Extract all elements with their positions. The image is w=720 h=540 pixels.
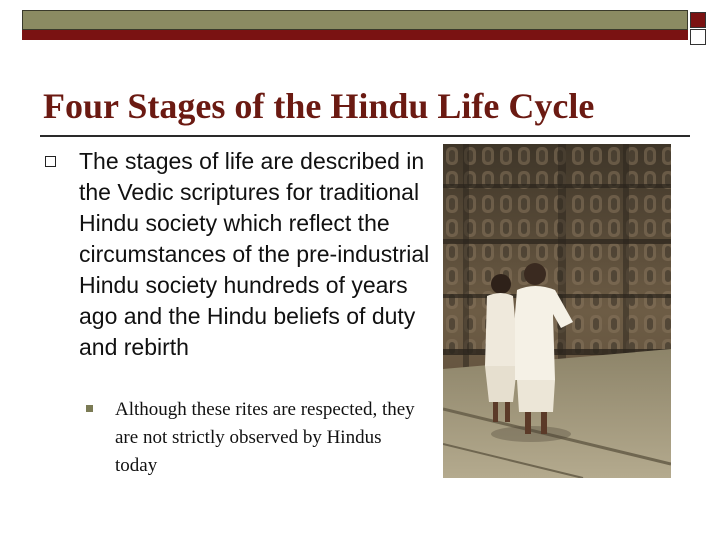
header-bar <box>0 0 720 48</box>
header-square-white-icon <box>690 29 706 45</box>
filled-square-icon <box>86 405 93 412</box>
header-red-band <box>22 30 688 40</box>
title-divider <box>40 135 690 137</box>
sub-bullet-paragraph: Although these rites are respected, they are not strictly observed by Hindus today <box>115 399 415 476</box>
slide-title: Four Stages of the Hindu Life Cycle <box>43 86 595 126</box>
header-olive-band <box>22 10 688 30</box>
temple-photo <box>443 144 671 478</box>
header-square-red-icon <box>690 12 706 28</box>
hollow-square-icon <box>45 156 56 167</box>
body-paragraph: The stages of life are described in the Vedic scriptures for traditional Hindu society which reflect the circumstances of the pre-industrial Hindu society hundreds of years ago and the Hindu beliefs of duty and rebirth <box>79 148 430 360</box>
